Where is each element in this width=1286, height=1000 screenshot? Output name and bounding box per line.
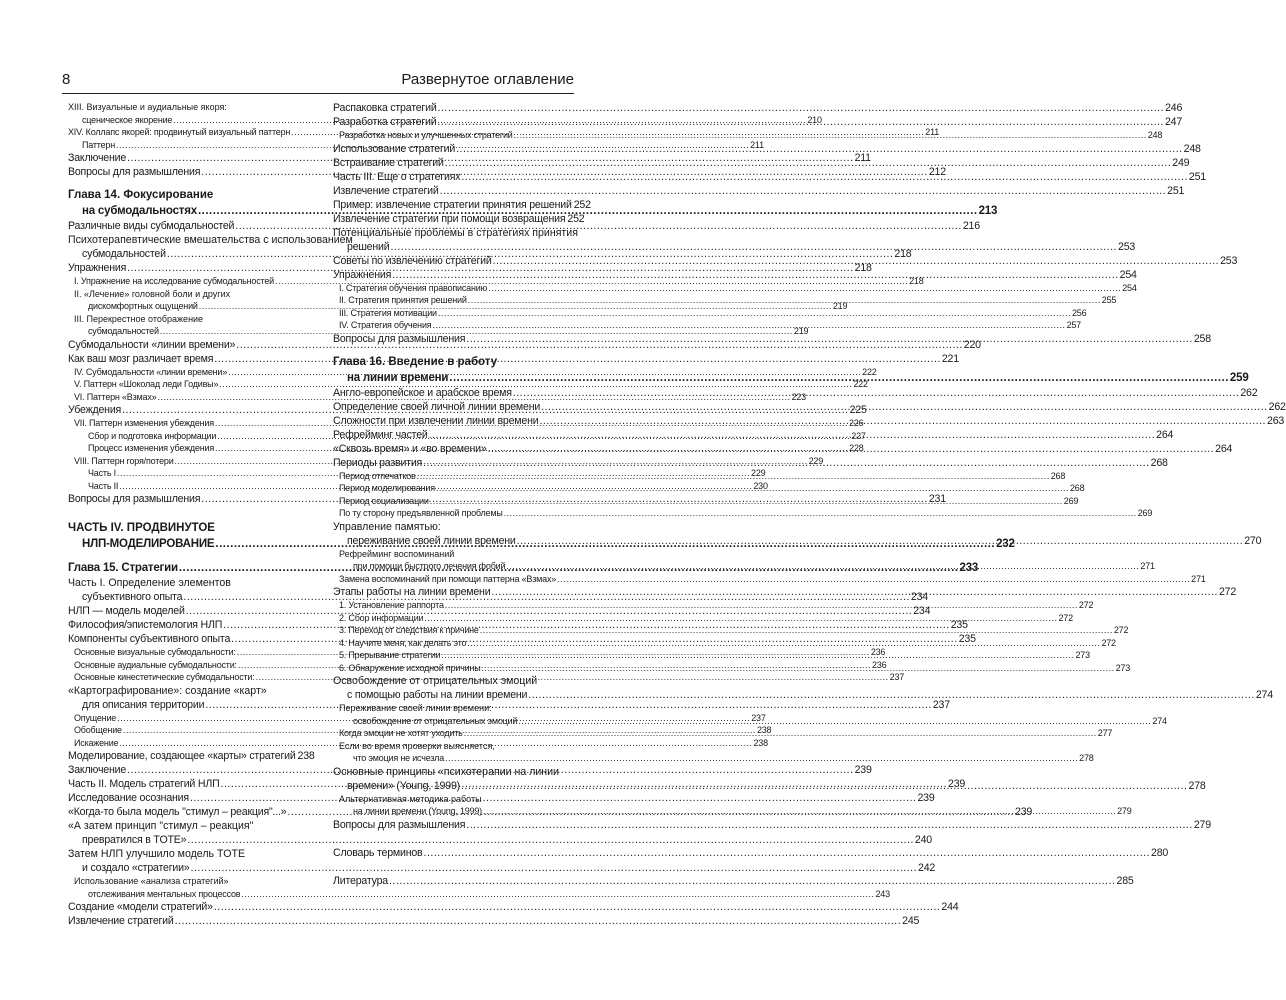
dot-leader — [417, 470, 1050, 483]
toc-entry-title: Опущение — [74, 712, 117, 723]
toc-entry-title: Упражнения — [68, 262, 127, 274]
toc-entry-page: 219 — [832, 301, 848, 311]
toc-entry-line: Затем НЛП улучшило модель TOTE — [68, 848, 246, 860]
toc-entry-page: 216 — [962, 220, 980, 232]
dot-leader — [488, 282, 1121, 295]
toc-entry-title: Пример: извлечение стратегии принятия решений — [333, 198, 572, 211]
toc-entry — [68, 378, 868, 391]
toc-entry-title: Часть I — [88, 468, 116, 478]
toc-entry-title: на линии времени (Young, 1999) — [353, 806, 482, 816]
dot-leader — [483, 805, 1116, 818]
toc-entry-title: НЛП-МОДЕЛИРОВАНИЕ — [82, 538, 215, 550]
toc-entry-page: 239 — [854, 764, 872, 776]
toc-entry-title: Сложности при извлечении линии времени — [333, 414, 539, 427]
toc-entry-page: 233 — [959, 562, 979, 574]
toc-entry-title: Разработка новых и улучшенных стратегий — [339, 130, 513, 140]
toc-entry-title: НЛП — модель моделей — [68, 605, 185, 617]
toc-entry — [333, 212, 585, 226]
toc-entry — [333, 752, 1094, 765]
toc-entry-page: 249 — [1172, 156, 1190, 169]
toc-entry-title: Субмодальности «линии времени» — [68, 338, 236, 351]
toc-entry-title: I. Упражнение на исследование субмодальностей — [74, 276, 274, 286]
toc-entry-title: Словарь терминов — [333, 846, 423, 859]
toc-entry-title: Рефрейминг частей — [333, 428, 428, 441]
dot-leader — [438, 101, 1165, 115]
toc-entry-title: Периоды развития — [333, 456, 423, 469]
header-rule — [62, 93, 574, 94]
dot-leader — [514, 129, 1147, 142]
toc-entry-page: 237 — [932, 698, 950, 711]
toc-entry-page: 211 — [750, 139, 764, 150]
toc-entry-line: Освобождение от отрицательных эмоций — [333, 675, 538, 687]
toc-entry-page: 258 — [1193, 332, 1211, 345]
toc-entry-page: 271 — [1140, 561, 1155, 571]
toc-entry-line: II. «Лечение» головной боли и других — [74, 288, 231, 299]
spacer — [333, 832, 578, 846]
toc-entry-title: Этапы работы на линии времени — [333, 586, 491, 598]
toc-entry-title: субмодальностей — [82, 248, 166, 260]
toc-entry-line: Использование «анализа стратегий» — [74, 876, 229, 886]
toc-entry-title: Основные кинестетические субмодальности: — [74, 672, 255, 682]
dot-leader — [392, 268, 1119, 282]
toc-entry-title: Моделирование, создающее «карты» стратегий — [68, 750, 296, 762]
page-number: 8 — [62, 71, 71, 88]
toc-entry-title: при помощи быстрого лечения фобий — [353, 561, 506, 571]
dot-leader — [438, 307, 1071, 320]
toc-entry-title: «Сквозь время» и «во времени» — [333, 442, 487, 455]
toc-entry-title: что эмоция не исчезла — [353, 753, 445, 763]
toc-entry-page: 251 — [1188, 170, 1206, 183]
toc-entry-page: 240 — [914, 834, 932, 846]
toc-entry — [333, 307, 1087, 320]
dot-leader — [440, 184, 1167, 198]
toc-entry-title: для описания территории — [82, 698, 205, 711]
toc-entry-page: 238 — [756, 725, 772, 735]
toc-entry-page: 238 — [753, 737, 768, 748]
toc-entry-line: Альтернативная методика работы — [339, 793, 482, 804]
dot-leader — [241, 888, 874, 901]
toc-entry — [333, 184, 1185, 198]
toc-entry-page: 273 — [1115, 662, 1131, 673]
toc-entry-page: 210 — [807, 114, 822, 125]
toc-entry-title: Англо-европейское и арабское время — [333, 386, 512, 399]
toc-entry-title: Основные аудиальные субмодальности: — [74, 659, 237, 670]
toc-entry-title: I. Стратегия обучения правописанию — [339, 282, 488, 293]
toc-entry-title: По ту сторону предъявленной проблемы — [339, 508, 503, 518]
spacer — [333, 860, 578, 874]
dot-leader — [541, 400, 1268, 414]
toc-entry-page: 274 — [1255, 689, 1273, 701]
dot-leader — [445, 599, 1078, 612]
toc-entry-page: 272 — [1218, 586, 1237, 598]
toc-entry-page: 271 — [1191, 573, 1206, 584]
toc-entry-page: 228 — [849, 443, 864, 453]
toc-entry-page: 235 — [950, 619, 968, 631]
toc-entry-page: 268 — [1050, 470, 1066, 481]
toc-entry-page: 230 — [753, 480, 768, 491]
toc-entry-page: 226 — [849, 418, 864, 428]
spacer — [333, 346, 578, 354]
toc-entry-title: Извлечение стратегий — [333, 184, 439, 197]
dot-leader — [437, 115, 1164, 129]
spacer — [68, 506, 313, 520]
dot-leader — [504, 507, 1137, 520]
toc-entry — [333, 573, 1206, 586]
toc-entry-title: Заключение — [68, 764, 127, 776]
toc-entry-page: 268 — [1069, 483, 1085, 493]
toc-entry-title: Убеждения — [68, 404, 122, 416]
toc-entry-page: 239 — [948, 778, 966, 790]
toc-entry-page: 229 — [751, 468, 766, 478]
toc-entry-title: Разработка стратегий — [333, 116, 437, 128]
toc-entry-page: 219 — [793, 326, 809, 336]
toc-entry-line: III. Перекрестное отображение — [74, 313, 204, 324]
toc-entry-title: Философия/эпистемология НЛП — [68, 619, 223, 631]
toc-entry-title: времени» (Young, 1999) — [347, 779, 460, 792]
toc-entry-page: 256 — [1072, 307, 1087, 318]
toc-entry-line: Рефрейминг воспоминаний — [339, 548, 455, 559]
toc-entry-line: Управление памятью: — [333, 520, 441, 533]
toc-entry-page: 272 — [1058, 612, 1073, 623]
toc-entry — [68, 261, 872, 275]
toc-entry-title: Основные визуальные субмодальности: — [74, 647, 236, 657]
toc-entry-page: 274 — [1152, 715, 1167, 726]
toc-entry-title: Извлечение стратегий — [68, 915, 174, 927]
toc-entry-title: Литература — [333, 874, 388, 887]
toc-entry-page: 254 — [1122, 282, 1137, 293]
toc-entry-page: 272 — [1078, 600, 1094, 610]
toc-entry-page: 213 — [978, 205, 998, 217]
toc-entry-page: 279 — [1117, 806, 1132, 816]
toc-entry-title: решений — [347, 240, 390, 253]
toc-entry-title: Заключение — [68, 152, 127, 164]
toc-entry-page: 237 — [751, 712, 766, 723]
toc-entry-title: III. Стратегия мотивации — [339, 307, 437, 318]
toc-entry-title: Советы по извлечению стратегий — [333, 254, 492, 267]
toc-entry-title: переживание своей линии времени — [347, 534, 516, 547]
toc-entry-page: 269 — [1063, 495, 1079, 506]
toc-entry — [333, 507, 1153, 520]
toc-entry-title: «Когда-то была модель "стимул – реакция"...» — [68, 806, 287, 818]
toc-entry — [333, 101, 1183, 115]
toc-entry — [68, 900, 959, 914]
dot-leader — [445, 752, 1078, 765]
toc-entry-page: 211 — [854, 152, 871, 164]
toc-entry-page: 221 — [941, 352, 959, 365]
toc-entry-page: 237 — [889, 672, 905, 682]
toc-entry-title: Различные виды субмодальностей — [68, 220, 235, 232]
toc-entry-page: 234 — [910, 591, 928, 603]
dot-leader — [423, 456, 1150, 470]
toc-entry-title: Определение своей личной линии времени — [333, 400, 541, 413]
dot-leader — [461, 779, 1188, 793]
toc-entry-page: 262 — [1268, 400, 1286, 413]
toc-entry-page: 248 — [1183, 142, 1201, 155]
toc-entry-page: 273 — [1075, 650, 1090, 660]
toc-entry-title: Как ваш мозг различает время — [68, 352, 214, 365]
toc-entry-page: 272 — [1101, 637, 1116, 648]
toc-entry-title: Глава 15. Стратегии — [68, 562, 178, 574]
toc-entry — [333, 818, 1211, 832]
toc-entry-page: 236 — [870, 647, 886, 657]
toc-entry-page: 263 — [1267, 414, 1285, 427]
toc-entry-title: Упражнения — [333, 268, 392, 281]
spacer — [68, 179, 313, 187]
toc-entry-title: Процесс изменения убеждения — [88, 443, 215, 453]
dot-leader — [175, 914, 902, 928]
toc-entry-title: Вопросы для размышления — [333, 818, 466, 831]
toc-entry-page: 270 — [1244, 534, 1262, 547]
toc-entry-page: 246 — [1165, 102, 1183, 114]
toc-entry-title: Часть II. Модель стратегий НЛП — [68, 778, 220, 790]
toc-entry-page: 255 — [1101, 295, 1117, 305]
toc-entry-title: VIII. Паттерн горя/потери — [74, 455, 174, 466]
toc-entry-title: Период моделирования — [339, 483, 435, 493]
toc-entry-title: II. Стратегия принятия решений — [339, 295, 467, 305]
toc-entry-title: Вопросы для размышления — [68, 166, 201, 178]
toc-entry — [333, 688, 1273, 702]
dot-leader — [468, 294, 1101, 307]
toc-entry-title: IV. Стратегия обучения — [339, 320, 432, 330]
dot-leader — [466, 332, 1193, 346]
toc-entry-title: VII. Паттерн изменения убеждения — [74, 418, 214, 428]
dot-leader — [456, 142, 1183, 156]
toc-entry-page: 235 — [958, 633, 976, 645]
dot-leader — [441, 649, 1074, 662]
dot-leader — [480, 624, 1113, 637]
toc-entry-title: Обобщение — [74, 725, 122, 735]
toc-entry-page: 247 — [1164, 116, 1183, 128]
toc-entry-page: 272 — [1113, 625, 1129, 635]
dot-leader — [513, 386, 1240, 400]
page-header — [62, 71, 574, 89]
toc-entry-title: Вопросы для размышления — [333, 332, 466, 345]
toc-entry-title: Искажение — [74, 737, 119, 748]
toc-entry-page: 262 — [1240, 386, 1258, 399]
toc-entry-title: Замена воспоминаний при помощи паттерна «Взмах» — [339, 573, 557, 584]
toc-entry — [333, 874, 1134, 888]
toc-entry-page: 251 — [1167, 184, 1185, 197]
toc-entry-title: XIV. Коллапс якорей: продвинутый визуальный паттерн — [68, 127, 291, 137]
toc-entry-page: 254 — [1119, 268, 1137, 281]
toc-entry-title: Компоненты субъективного опыта — [68, 633, 231, 645]
toc-entry-title: на линии времени — [347, 371, 449, 384]
toc-entry-title: с помощью работы на линии времени — [347, 689, 528, 701]
toc-entry — [68, 914, 920, 928]
dot-leader — [449, 370, 1229, 386]
toc-entry-page: 278 — [1079, 753, 1094, 763]
toc-entry — [333, 282, 1137, 295]
toc-entry — [333, 198, 591, 212]
dot-leader — [424, 846, 1151, 860]
toc-entry-title: 1. Установление раппорта — [339, 600, 444, 610]
toc-entry-page: 252 — [573, 198, 591, 211]
toc-entry-title: Период социализации — [339, 495, 429, 506]
toc-entry-page: 212 — [928, 166, 946, 178]
toc-entry-page: 222 — [853, 379, 868, 389]
toc-entry — [68, 861, 936, 875]
spacer — [68, 552, 313, 560]
toc-entry-page: 264 — [1215, 442, 1233, 455]
toc-entry-title: IV. Субмодальности «линии времени» — [74, 366, 228, 377]
toc-entry-page: 231 — [928, 493, 946, 505]
dot-leader — [517, 534, 1244, 548]
toc-entry-title: Паттерн — [82, 139, 116, 150]
toc-entry-title: 4. Научите меня, как делать это — [339, 637, 467, 648]
toc-entry-page: 242 — [918, 862, 936, 874]
toc-entry-title: Часть III. Еще о стратегиях — [333, 170, 461, 183]
toc-entry-page: 248 — [1147, 130, 1163, 140]
toc-entry-page: 257 — [1066, 320, 1081, 330]
dot-leader — [482, 662, 1115, 675]
toc-entry-title: Когда эмоции не хотят уходить — [339, 728, 463, 738]
toc-entry-title: Исследование осознания — [68, 792, 189, 804]
dot-leader — [424, 612, 1057, 625]
toc-entry-title: Встраивание стратегий — [333, 156, 444, 169]
toc-entry-page: 253 — [1118, 240, 1136, 253]
toc-entry-page: 252 — [567, 212, 585, 225]
toc-entry-page: 268 — [1150, 456, 1168, 469]
dot-leader — [429, 428, 1156, 442]
toc-entry-line: Глава 16. Введение в работу — [333, 355, 498, 368]
toc-entry-title: Часть II — [88, 480, 119, 491]
dot-leader — [528, 688, 1255, 702]
dot-leader — [214, 900, 941, 914]
toc-entry-page: 264 — [1156, 428, 1174, 441]
toc-entry — [68, 833, 932, 847]
dot-leader — [464, 727, 1097, 740]
toc-entry-line: Переживание своей линии времени: — [339, 703, 492, 713]
toc-entry-line: ЧАСТЬ IV. ПРОДВИНУТОЕ — [68, 522, 215, 534]
toc-entry-page: 218 — [854, 262, 872, 274]
dot-leader — [506, 560, 1139, 573]
toc-entry-title: Сбор и подготовка информации — [88, 430, 217, 441]
toc-entry-title: 3. Переход от следствия к причине — [339, 625, 479, 635]
toc-entry-page: 239 — [1015, 806, 1033, 818]
dot-leader — [493, 254, 1220, 268]
toc-entry-line: Часть I. Определение элементов — [68, 577, 231, 589]
toc-entry-line: Основные принципы «психотерапии на линии — [333, 765, 559, 778]
toc-entry-title: Период отпечатков — [339, 470, 416, 481]
dot-leader — [389, 874, 1116, 888]
toc-entry-line: Потенциальные проблемы в стратегиях принятия — [333, 226, 578, 239]
toc-entry-page: 277 — [1097, 728, 1113, 738]
toc-entry-page: 218 — [894, 248, 912, 260]
toc-entry-line: Если во время проверки выясняется, — [339, 740, 495, 751]
toc-entry-page: 285 — [1116, 874, 1134, 887]
toc-entry-title: 2. Сбор информации — [339, 612, 424, 623]
dot-leader — [466, 818, 1193, 832]
dot-leader — [518, 715, 1151, 728]
dot-leader — [491, 585, 1218, 599]
toc-entry-title: Использование стратегий — [333, 142, 456, 155]
toc-entry — [68, 749, 313, 763]
toc-entry-title: Распаковка стратегий — [333, 102, 437, 114]
toc-entry-title: на субмодальностях — [82, 205, 197, 217]
toc-entry-page: 269 — [1137, 508, 1153, 518]
dot-leader — [461, 170, 1188, 184]
toc-entry-page: 225 — [849, 404, 867, 416]
toc-entry-title: субмодальностей — [88, 326, 159, 336]
dot-leader — [539, 414, 1266, 428]
toc-entry-page: 238 — [297, 750, 315, 762]
toc-entry-line: «А затем принцип "стимул – реакция" — [68, 820, 254, 832]
toc-entry-page: 279 — [1193, 818, 1211, 831]
dot-leader — [432, 319, 1065, 332]
toc-entry-title: Вопросы для размышления — [68, 493, 201, 505]
dot-leader — [430, 495, 1063, 508]
dot-leader — [436, 482, 1069, 495]
toc-entry-title: субъективного опыта — [82, 591, 183, 603]
dot-leader — [557, 573, 1190, 586]
toc-entry-page: 239 — [917, 792, 935, 804]
toc-entry-page: 236 — [871, 659, 887, 670]
toc-entry-page: 280 — [1151, 846, 1169, 859]
toc-entry-line: Психотерапевтические вмешательства с использованием — [68, 234, 353, 246]
toc-entry-page: 253 — [1220, 254, 1238, 267]
toc-entry-title: сценическое якорение — [82, 114, 173, 125]
toc-entry-title: дискомфортных ощущений — [88, 301, 198, 311]
dot-leader — [488, 442, 1215, 456]
toc-entry-title: VI. Паттерн «Взмах» — [74, 391, 157, 402]
dot-leader — [467, 637, 1100, 650]
toc-entry-page: 259 — [1229, 371, 1249, 384]
toc-entry-title: Создание «модели стратегий» — [68, 901, 213, 913]
dot-leader — [445, 156, 1172, 170]
toc-entry-page: 220 — [963, 338, 981, 351]
toc-entry-page: 222 — [862, 366, 877, 377]
toc-entry-page: 243 — [875, 888, 890, 899]
toc-entry-title: V. Паттерн «Шоколад леди Годивы» — [74, 379, 219, 389]
toc-entry-page: 245 — [902, 915, 920, 927]
toc-entry-page: 227 — [851, 430, 866, 441]
toc-entry-page: 234 — [913, 605, 931, 617]
dot-leader — [390, 240, 1117, 254]
toc-entry-page: 232 — [996, 538, 1015, 550]
running-title: Развернутое оглавление — [401, 71, 574, 88]
toc-entry-page: 218 — [909, 276, 924, 286]
toc-entry-line: Глава 14. Фокусирование — [68, 189, 214, 201]
toc-entry-title: освобождение от отрицательных эмоций — [353, 715, 518, 726]
toc-entry-page: 229 — [808, 455, 824, 466]
toc-entry-title: 6. Обнаружение исходной причины — [339, 662, 481, 673]
toc-entry-page: 223 — [791, 391, 806, 402]
toc-entry-page: 278 — [1188, 779, 1206, 792]
toc-entry — [333, 846, 1169, 860]
toc-entry-title: и создало «стратегии» — [82, 862, 190, 874]
toc-entry-title: отслеживания ментальных процессов — [88, 888, 241, 899]
toc-entry — [68, 888, 890, 901]
toc-entry-title: 5. Прерывание стратегии — [339, 650, 441, 660]
toc-entry-title: Извлечение стратегии при помощи возвращения — [333, 212, 566, 225]
toc-entry-line: «Картографирование»: создание «карт» — [68, 684, 267, 697]
toc-entry-title: превратился в TOTE» — [82, 834, 187, 846]
toc-entry-page: 244 — [941, 901, 959, 913]
toc-entry-page: 211 — [925, 127, 940, 137]
toc-entry-line: XIII. Визуальные и аудиальные якоря: — [68, 102, 227, 112]
